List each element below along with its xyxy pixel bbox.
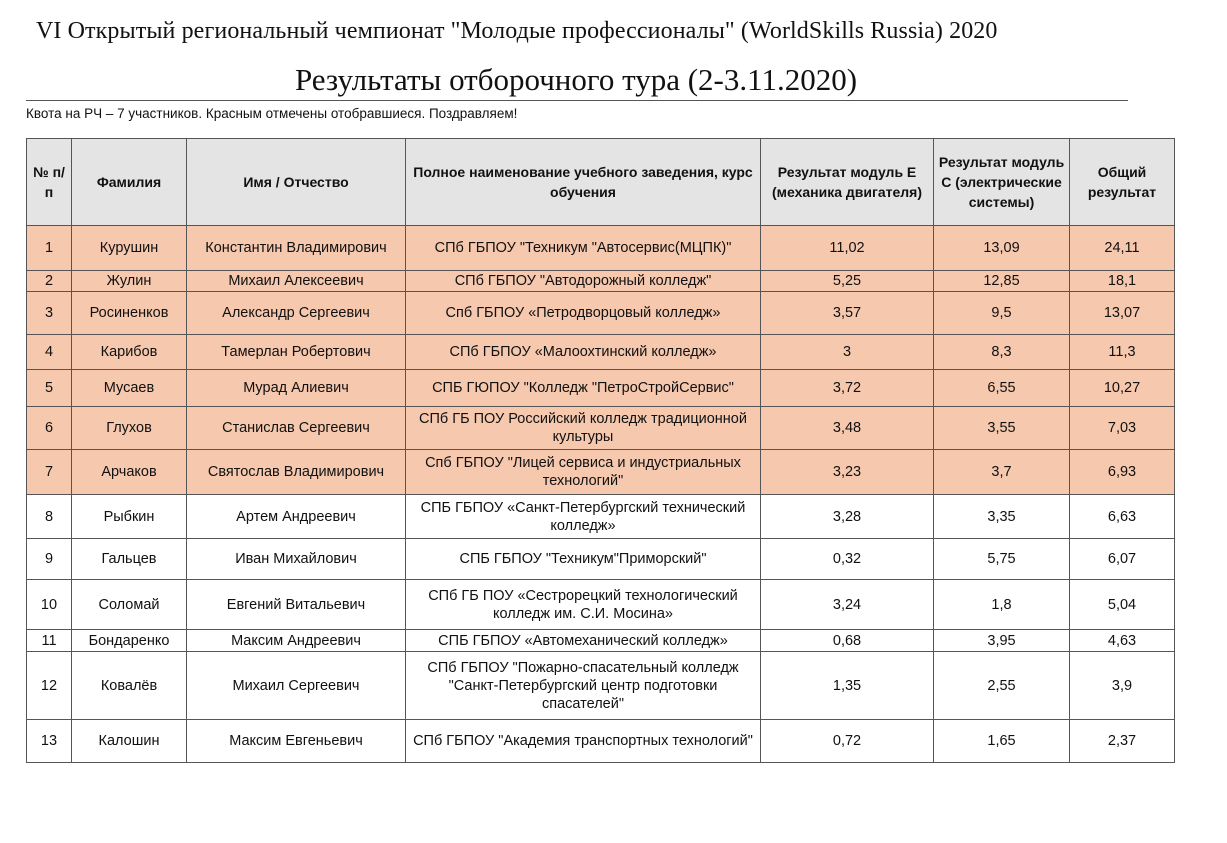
cell-surname: Глухов xyxy=(72,407,187,450)
table-row xyxy=(27,370,1175,407)
cell-institution: Спб ГБПОУ "Лицей сервиса и индустриальных технологий" xyxy=(406,450,761,495)
cell-module-c: 6,55 xyxy=(934,370,1070,407)
cell-module-e: 5,25 xyxy=(761,271,934,292)
cell-name: Мурад Алиевич xyxy=(187,370,406,407)
cell-num: 6 xyxy=(27,407,72,450)
cell-module-c: 3,35 xyxy=(934,495,1070,539)
results-table xyxy=(26,138,1175,763)
cell-num: 7 xyxy=(27,450,72,495)
table-row xyxy=(27,450,1175,495)
cell-module-e: 0,68 xyxy=(761,630,934,652)
cell-module-c: 12,85 xyxy=(934,271,1070,292)
cell-module-c: 1,8 xyxy=(934,580,1070,630)
cell-module-e: 3,48 xyxy=(761,407,934,450)
cell-total: 5,04 xyxy=(1070,580,1175,630)
cell-num: 4 xyxy=(27,335,72,370)
cell-num: 11 xyxy=(27,630,72,652)
cell-name: Евгений Витальевич xyxy=(187,580,406,630)
cell-institution: СПб ГБПОУ «Малоохтинский колледж» xyxy=(406,335,761,370)
table-row xyxy=(27,407,1175,450)
cell-surname: Рыбкин xyxy=(72,495,187,539)
page-title: Результаты отборочного тура (2-3.11.2020) xyxy=(294,62,858,97)
table-row xyxy=(27,630,1175,652)
cell-name: Михаил Алексеевич xyxy=(187,271,406,292)
header-institution: Полное наименование учебного заведения, курс обучения xyxy=(406,139,761,226)
cell-module-e: 3 xyxy=(761,335,934,370)
cell-institution: Спб ГБПОУ «Петродворцовый колледж» xyxy=(406,292,761,335)
cell-num: 2 xyxy=(27,271,72,292)
cell-total: 11,3 xyxy=(1070,335,1175,370)
cell-institution: СПб ГБ ПОУ «Сестрорецкий технологический колледж им. С.И. Мосина» xyxy=(406,580,761,630)
cell-surname: Калошин xyxy=(72,720,187,763)
cell-surname: Гальцев xyxy=(72,539,187,580)
cell-total: 13,07 xyxy=(1070,292,1175,335)
cell-total: 3,9 xyxy=(1070,652,1175,720)
cell-institution: СПБ ГЮПОУ "Колледж "ПетроСтройСервис" xyxy=(406,370,761,407)
cell-total: 4,63 xyxy=(1070,630,1175,652)
cell-institution: СПБ ГБПОУ «Автомеханический колледж» xyxy=(406,630,761,652)
cell-module-c: 5,75 xyxy=(934,539,1070,580)
cell-name: Максим Евгеньевич xyxy=(187,720,406,763)
cell-module-e: 0,72 xyxy=(761,720,934,763)
cell-num: 9 xyxy=(27,539,72,580)
cell-module-c: 8,3 xyxy=(934,335,1070,370)
cell-module-e: 3,57 xyxy=(761,292,934,335)
cell-total: 6,93 xyxy=(1070,450,1175,495)
cell-module-e: 11,02 xyxy=(761,226,934,271)
cell-module-c: 2,55 xyxy=(934,652,1070,720)
cell-num: 1 xyxy=(27,226,72,271)
cell-name: Константин Владимирович xyxy=(187,226,406,271)
cell-institution: СПБ ГБПОУ "Техникум"Приморский" xyxy=(406,539,761,580)
header-num: № п/п xyxy=(27,139,72,226)
cell-institution: СПБ ГБПОУ «Санкт-Петербургский технический колледж» xyxy=(406,495,761,539)
cell-total: 10,27 xyxy=(1070,370,1175,407)
cell-module-e: 3,24 xyxy=(761,580,934,630)
cell-surname: Ковалёв xyxy=(72,652,187,720)
cell-name: Святослав Владимирович xyxy=(187,450,406,495)
cell-module-c: 3,7 xyxy=(934,450,1070,495)
cell-total: 18,1 xyxy=(1070,271,1175,292)
cell-surname: Арчаков xyxy=(72,450,187,495)
cell-num: 5 xyxy=(27,370,72,407)
cell-institution: СПб ГБПОУ "Автодорожный колледж" xyxy=(406,271,761,292)
cell-total: 6,63 xyxy=(1070,495,1175,539)
cell-institution: СПб ГБПОУ "Пожарно-спасательный колледж "Санкт-Петербургский центр подготовки спасателей" xyxy=(406,652,761,720)
cell-total: 6,07 xyxy=(1070,539,1175,580)
table-row xyxy=(27,720,1175,763)
cell-name: Иван Михайлович xyxy=(187,539,406,580)
championship-heading: VI Открытый региональный чемпионат "Молодые профессионалы" (WorldSkills Russia) 2020 xyxy=(36,18,998,44)
table-row xyxy=(27,335,1175,370)
cell-module-e: 3,72 xyxy=(761,370,934,407)
cell-module-c: 9,5 xyxy=(934,292,1070,335)
cell-module-c: 3,55 xyxy=(934,407,1070,450)
cell-surname: Курушин xyxy=(72,226,187,271)
quota-note: Квота на РЧ – 7 участников. Красным отмечены отобравшиеся. Поздравляем! xyxy=(26,106,518,121)
cell-surname: Росиненков xyxy=(72,292,187,335)
cell-module-c: 3,95 xyxy=(934,630,1070,652)
cell-num: 12 xyxy=(27,652,72,720)
cell-institution: СПб ГБПОУ "Академия транспортных технологий" xyxy=(406,720,761,763)
table-row xyxy=(27,292,1175,335)
cell-module-e: 3,23 xyxy=(761,450,934,495)
cell-name: Тамерлан Робертович xyxy=(187,335,406,370)
cell-surname: Жулин xyxy=(72,271,187,292)
cell-module-e: 3,28 xyxy=(761,495,934,539)
cell-num: 8 xyxy=(27,495,72,539)
cell-total: 24,11 xyxy=(1070,226,1175,271)
title-divider xyxy=(26,100,1128,101)
cell-name: Артем Андреевич xyxy=(187,495,406,539)
cell-surname: Мусаев xyxy=(72,370,187,407)
header-surname: Фамилия xyxy=(72,139,187,226)
cell-module-c: 13,09 xyxy=(934,226,1070,271)
cell-num: 3 xyxy=(27,292,72,335)
cell-name: Максим Андреевич xyxy=(187,630,406,652)
table-row xyxy=(27,495,1175,539)
cell-num: 10 xyxy=(27,580,72,630)
table-row xyxy=(27,652,1175,720)
header-name: Имя / Отчество xyxy=(187,139,406,226)
cell-institution: СПб ГБПОУ "Техникум "Автосервис(МЦПК)" xyxy=(406,226,761,271)
cell-name: Александр Сергеевич xyxy=(187,292,406,335)
cell-name: Станислав Сергеевич xyxy=(187,407,406,450)
cell-module-e: 1,35 xyxy=(761,652,934,720)
cell-module-e: 0,32 xyxy=(761,539,934,580)
cell-total: 7,03 xyxy=(1070,407,1175,450)
cell-surname: Карибов xyxy=(72,335,187,370)
header-module-e: Результат модуль Е (механика двигателя) xyxy=(761,139,934,226)
table-header-row xyxy=(27,139,1175,226)
table-row xyxy=(27,271,1175,292)
cell-num: 13 xyxy=(27,720,72,763)
table-row xyxy=(27,539,1175,580)
cell-surname: Бондаренко xyxy=(72,630,187,652)
cell-surname: Соломай xyxy=(72,580,187,630)
cell-name: Михаил Сергеевич xyxy=(187,652,406,720)
cell-total: 2,37 xyxy=(1070,720,1175,763)
cell-module-c: 1,65 xyxy=(934,720,1070,763)
header-total: Общий результат xyxy=(1070,139,1175,226)
cell-institution: СПб ГБ ПОУ Российский колледж традиционной культуры xyxy=(406,407,761,450)
table-row xyxy=(27,226,1175,271)
table-row xyxy=(27,580,1175,630)
header-module-c: Результат модуль С (электрические системы) xyxy=(934,139,1070,226)
